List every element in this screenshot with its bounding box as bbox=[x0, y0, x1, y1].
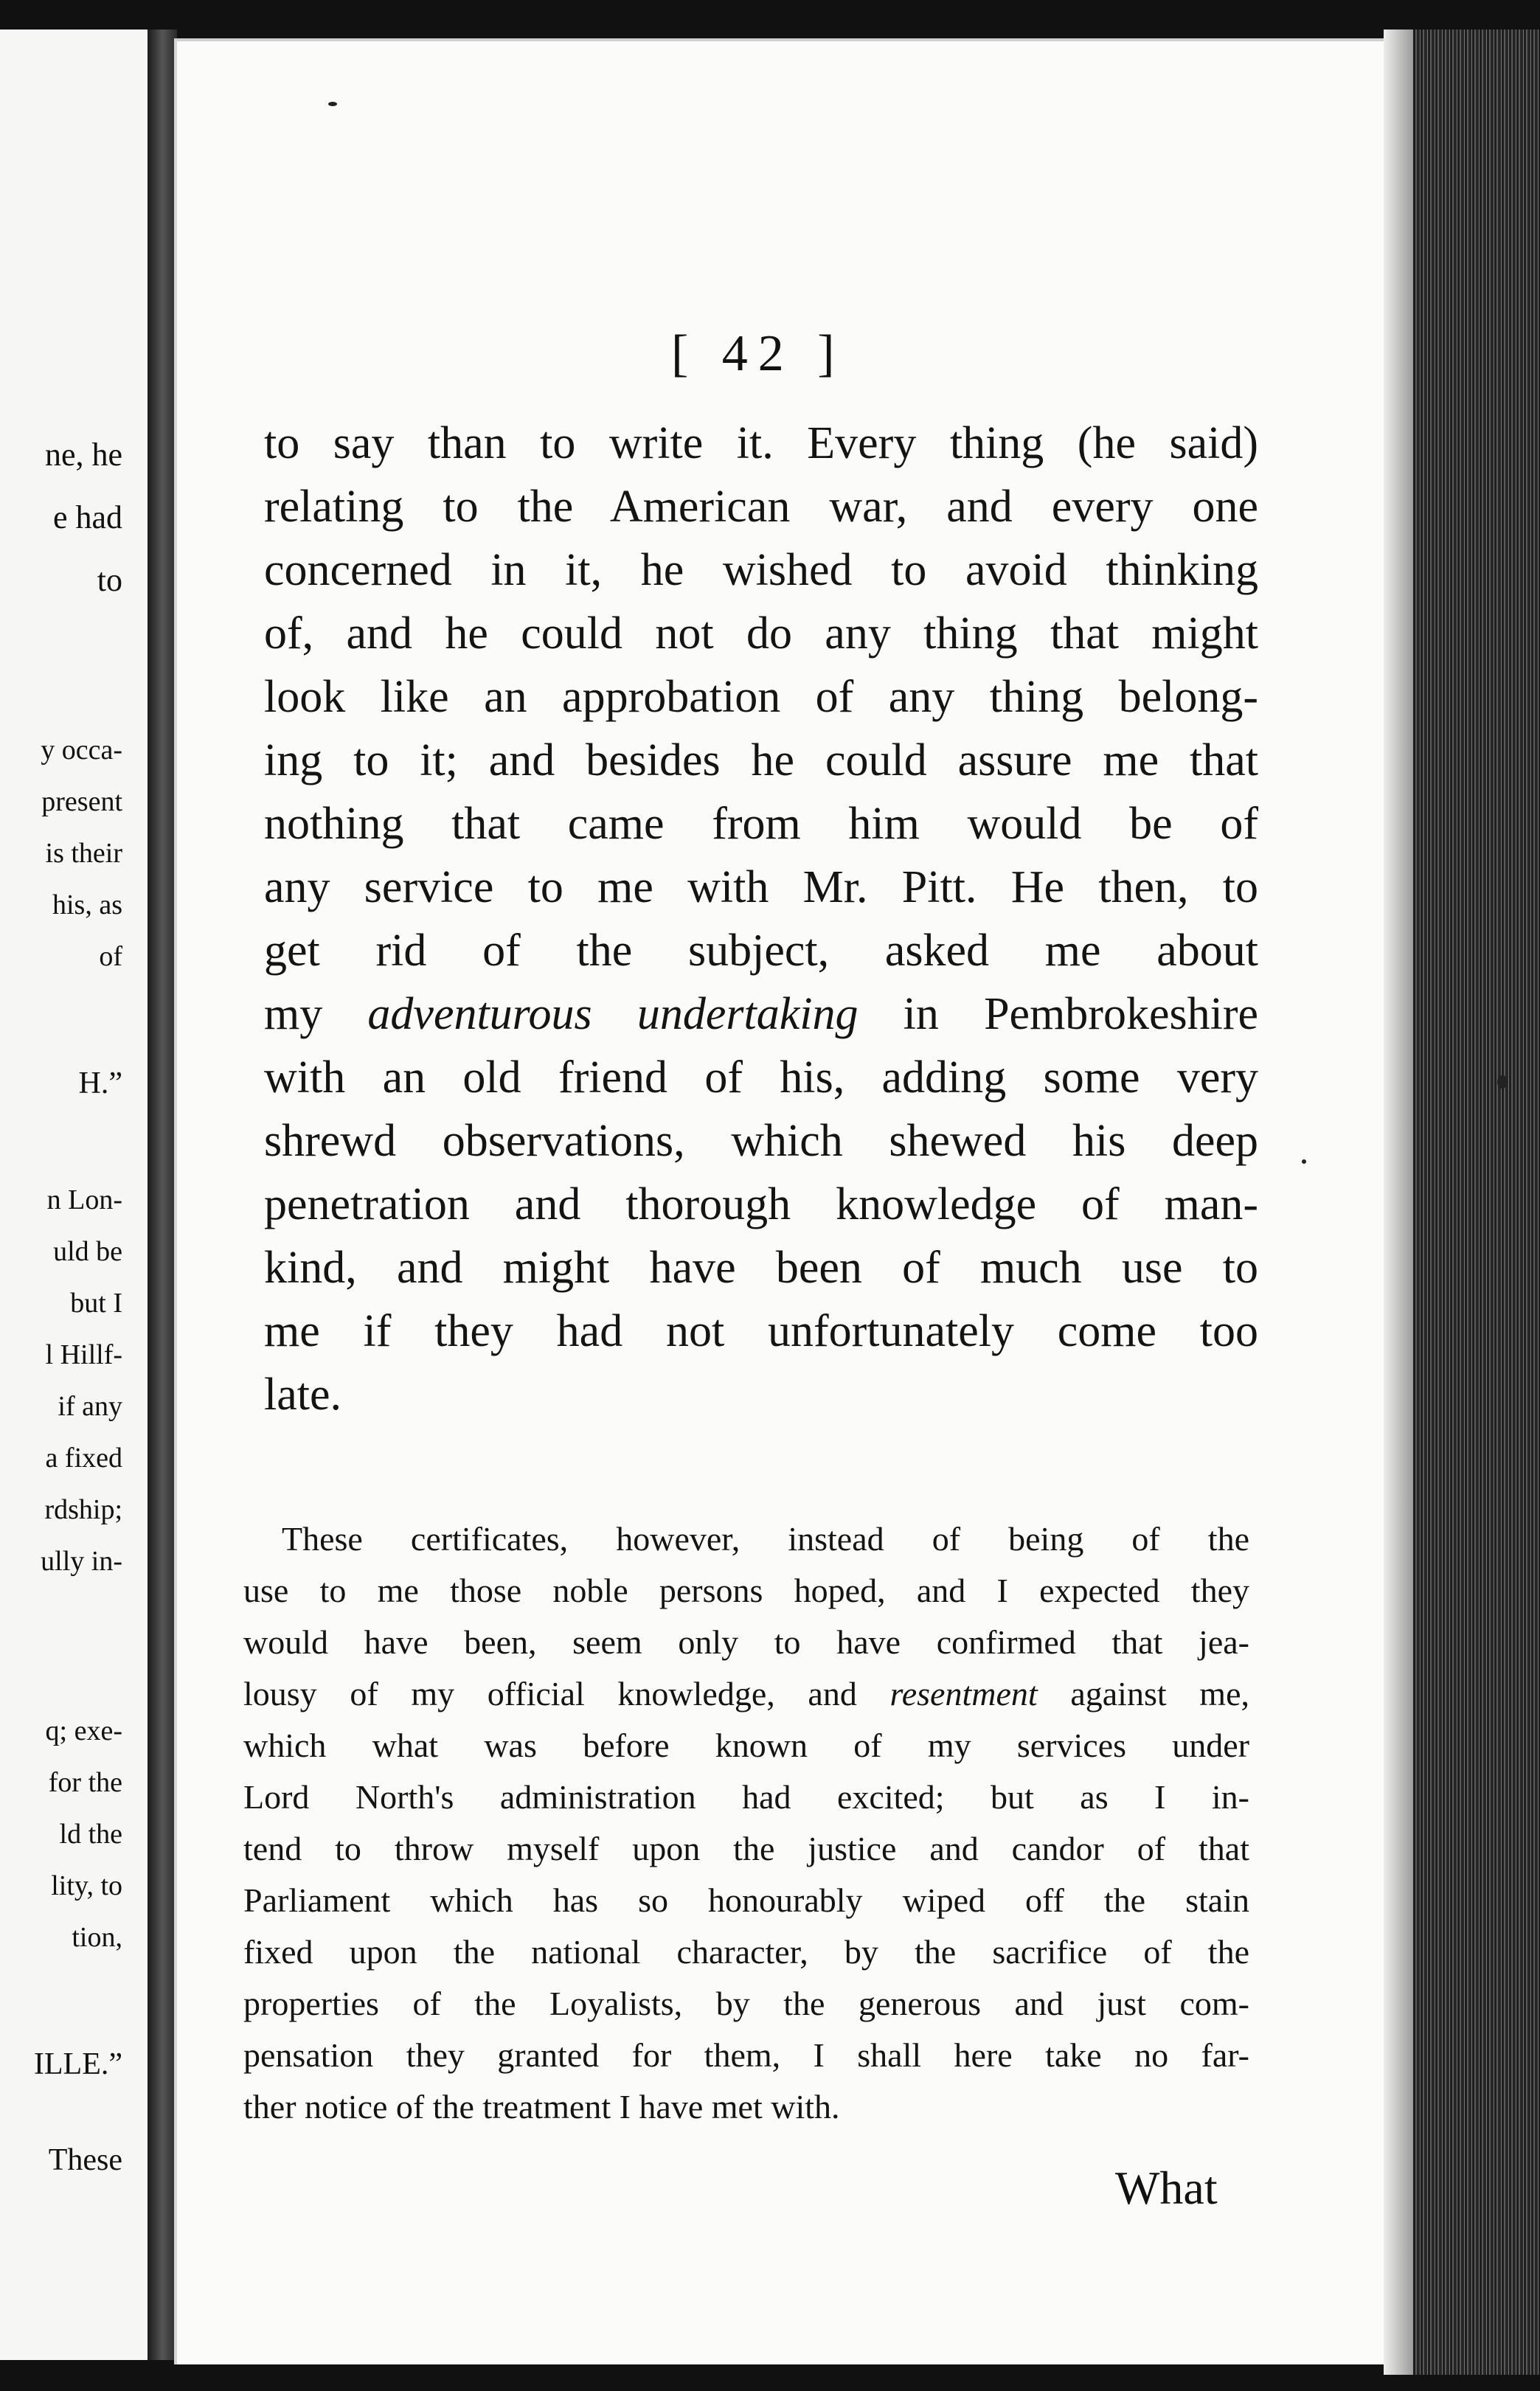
facing-page-line: l Hillf- bbox=[45, 1339, 122, 1370]
body-line: with an old friend of his, adding some very bbox=[264, 1052, 1258, 1103]
body-line: relating to the American war, and every one bbox=[264, 482, 1258, 532]
facing-page-line: uld be bbox=[53, 1236, 122, 1267]
body-line: nothing that came from him would be of bbox=[264, 799, 1258, 849]
page-edges bbox=[1384, 30, 1540, 2375]
scan-speck bbox=[1497, 1075, 1508, 1089]
body-line: any service to me with Mr. Pitt. He then, to bbox=[264, 862, 1258, 912]
catchword: What bbox=[1115, 2162, 1218, 2214]
text-run: against me, bbox=[1037, 1675, 1250, 1712]
body-line: me if they had not unfortunately come too bbox=[264, 1306, 1258, 1356]
note-line-with-italic bbox=[243, 1677, 1249, 1711]
facing-page-line: rdship; bbox=[44, 1494, 122, 1525]
facing-page-line: These bbox=[48, 2143, 122, 2177]
facing-page-line: present bbox=[41, 786, 122, 817]
facing-page-fragment bbox=[0, 30, 152, 2360]
note-line: fixed upon the national character, by the sacrifice of the bbox=[243, 1933, 1249, 1971]
italic-phrase: resentment bbox=[889, 1675, 1038, 1712]
scan-speck bbox=[1302, 1159, 1306, 1164]
facing-page-line: y occa- bbox=[41, 735, 122, 766]
facing-page-line: for the bbox=[48, 1767, 122, 1798]
body-line: late. bbox=[264, 1370, 341, 1420]
facing-page-line: e had bbox=[52, 499, 122, 535]
scan-speck bbox=[328, 102, 337, 106]
text-run: lousy of my official knowledge, and bbox=[243, 1675, 890, 1712]
body-line: kind, and might have been of much use to bbox=[264, 1243, 1258, 1293]
book-gutter bbox=[148, 30, 177, 2360]
note-line: pensation they granted for them, I shall here take no far- bbox=[243, 2036, 1249, 2074]
body-line: penetration and thorough knowledge of man- bbox=[264, 1179, 1258, 1229]
note-line: tend to throw myself upon the justice and candor of that bbox=[243, 1830, 1249, 1867]
facing-page-line: ully in- bbox=[41, 1546, 122, 1577]
note-line: Parliament which has so honourably wiped off the stain bbox=[243, 1881, 1249, 1919]
facing-page-line: if any bbox=[58, 1391, 122, 1422]
facing-page-line: but I bbox=[70, 1288, 122, 1319]
body-line-with-italic bbox=[264, 991, 1258, 1037]
facing-page-line: tion, bbox=[72, 1922, 122, 1953]
facing-page-line: a fixed bbox=[45, 1443, 122, 1474]
body-line: concerned in it, he wished to avoid thinking bbox=[264, 545, 1258, 595]
facing-page-line: n Lon- bbox=[46, 1184, 122, 1215]
body-line: shrewd observations, which shewed his deep bbox=[264, 1116, 1258, 1166]
body-line: of, and he could not do any thing that might bbox=[264, 608, 1258, 659]
body-line: get rid of the subject, asked me about bbox=[264, 926, 1258, 976]
text-run: my bbox=[264, 989, 368, 1039]
note-line: Lord North's administration had excited; but as I in- bbox=[243, 1778, 1249, 1816]
facing-page-line: to bbox=[97, 562, 122, 598]
italic-phrase: adventurous undertaking bbox=[367, 989, 859, 1039]
facing-page-line: ne, he bbox=[44, 437, 122, 473]
facing-page-line: his, as bbox=[52, 889, 122, 920]
page-number: [ 42 ] bbox=[671, 325, 845, 382]
body-line: ing to it; and besides he could assure me that bbox=[264, 735, 1258, 785]
facing-page-line: of bbox=[99, 941, 122, 972]
facing-page-line: ld the bbox=[59, 1819, 122, 1850]
note-line: ther notice of the treatment I have met with. bbox=[243, 2088, 840, 2125]
note-line: These certificates, however, instead of being of the bbox=[282, 1520, 1249, 1558]
note-line: would have been, seem only to have confirmed that jea- bbox=[243, 1623, 1249, 1661]
facing-page-line: q; exe- bbox=[45, 1715, 122, 1746]
body-line: look like an approbation of any thing belong- bbox=[264, 672, 1258, 722]
note-line: use to me those noble persons hoped, and I expected they bbox=[243, 1572, 1249, 1609]
note-line: which what was before known of my services under bbox=[243, 1727, 1249, 1764]
facing-page-line: H.” bbox=[78, 1066, 122, 1100]
facing-page-line: lity, to bbox=[51, 1870, 122, 1901]
text-run: in Pembrokeshire bbox=[858, 989, 1258, 1039]
note-line: properties of the Loyalists, by the generous and just com- bbox=[243, 1985, 1249, 2022]
body-line: to say than to write it. Every thing (he said) bbox=[264, 418, 1258, 468]
facing-page-line: ILLE.” bbox=[33, 2047, 122, 2081]
facing-page-line: is their bbox=[45, 838, 122, 869]
